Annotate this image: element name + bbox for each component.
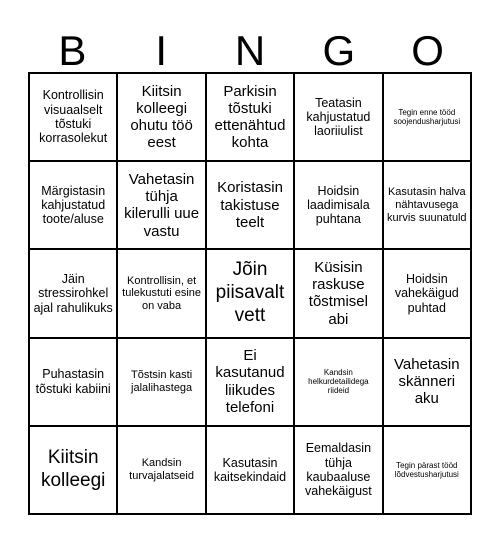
bingo-cell[interactable]: Hoidsin vahekäigud puhtad: [383, 249, 471, 337]
header-letter-g: G: [322, 27, 356, 74]
bingo-cell[interactable]: Ei kasutanud liikudes telefoni: [206, 338, 294, 426]
bingo-cell[interactable]: Tegin pärast tööd lõdvestusharjutusi: [383, 426, 471, 514]
bingo-cell[interactable]: Kasutasin kaitsekindaid: [206, 426, 294, 514]
bingo-cell[interactable]: Kandsin turvajalatseid: [117, 426, 205, 514]
bingo-cell[interactable]: Kasutasin halva nähtavusega kurvis suunatuld: [383, 161, 471, 249]
bingo-cell[interactable]: Hoidsin laadimisala puhtana: [294, 161, 382, 249]
bingo-cell[interactable]: Kontrollisin, et tulekustuti esine on vaba: [117, 249, 205, 337]
bingo-cell[interactable]: Kandsin helkurdetailidega riideid: [294, 338, 382, 426]
header-letter-n: N: [234, 27, 266, 74]
header-letter-i: I: [155, 27, 168, 74]
bingo-cell[interactable]: Parkisin tõstuki ettenähtud kohta: [206, 73, 294, 161]
bingo-cell[interactable]: Kontrollisin visuaalselt tõstuki korrasolekut: [29, 73, 117, 161]
bingo-grid: [28, 72, 472, 515]
bingo-cell[interactable]: Tõstsin kasti jalalihastega: [117, 338, 205, 426]
bingo-cell[interactable]: Koristasin takistuse teelt: [206, 161, 294, 249]
bingo-cell[interactable]: Vahetasin skänneri aku: [383, 338, 471, 426]
bingo-cell[interactable]: Küsisin raskuse tõstmisel abi: [294, 249, 382, 337]
header-letter-b: B: [58, 27, 87, 74]
bingo-cell[interactable]: Märgistasin kahjustatud toote/aluse: [29, 161, 117, 249]
header-letter-o: O: [411, 27, 444, 74]
bingo-header: [28, 26, 472, 76]
bingo-cell[interactable]: Kiitsin kolleegi: [29, 426, 117, 514]
bingo-cell[interactable]: Eemaldasin tühja kaubaaluse vahekäigust: [294, 426, 382, 514]
bingo-cell[interactable]: Jäin stressirohkel ajal rahulikuks: [29, 249, 117, 337]
bingo-cell[interactable]: Puhastasin tõstuki kabiini: [29, 338, 117, 426]
bingo-cell[interactable]: Tegin enne tööd soojendusharjutusi: [383, 73, 471, 161]
bingo-cell[interactable]: Jõin piisavalt vett: [206, 249, 294, 337]
bingo-cell[interactable]: Kiitsin kolleegi ohutu töö eest: [117, 73, 205, 161]
bingo-cell[interactable]: Vahetasin tühja kilerulli uue vastu: [117, 161, 205, 249]
bingo-cell[interactable]: Teatasin kahjustatud laoriiulist: [294, 73, 382, 161]
